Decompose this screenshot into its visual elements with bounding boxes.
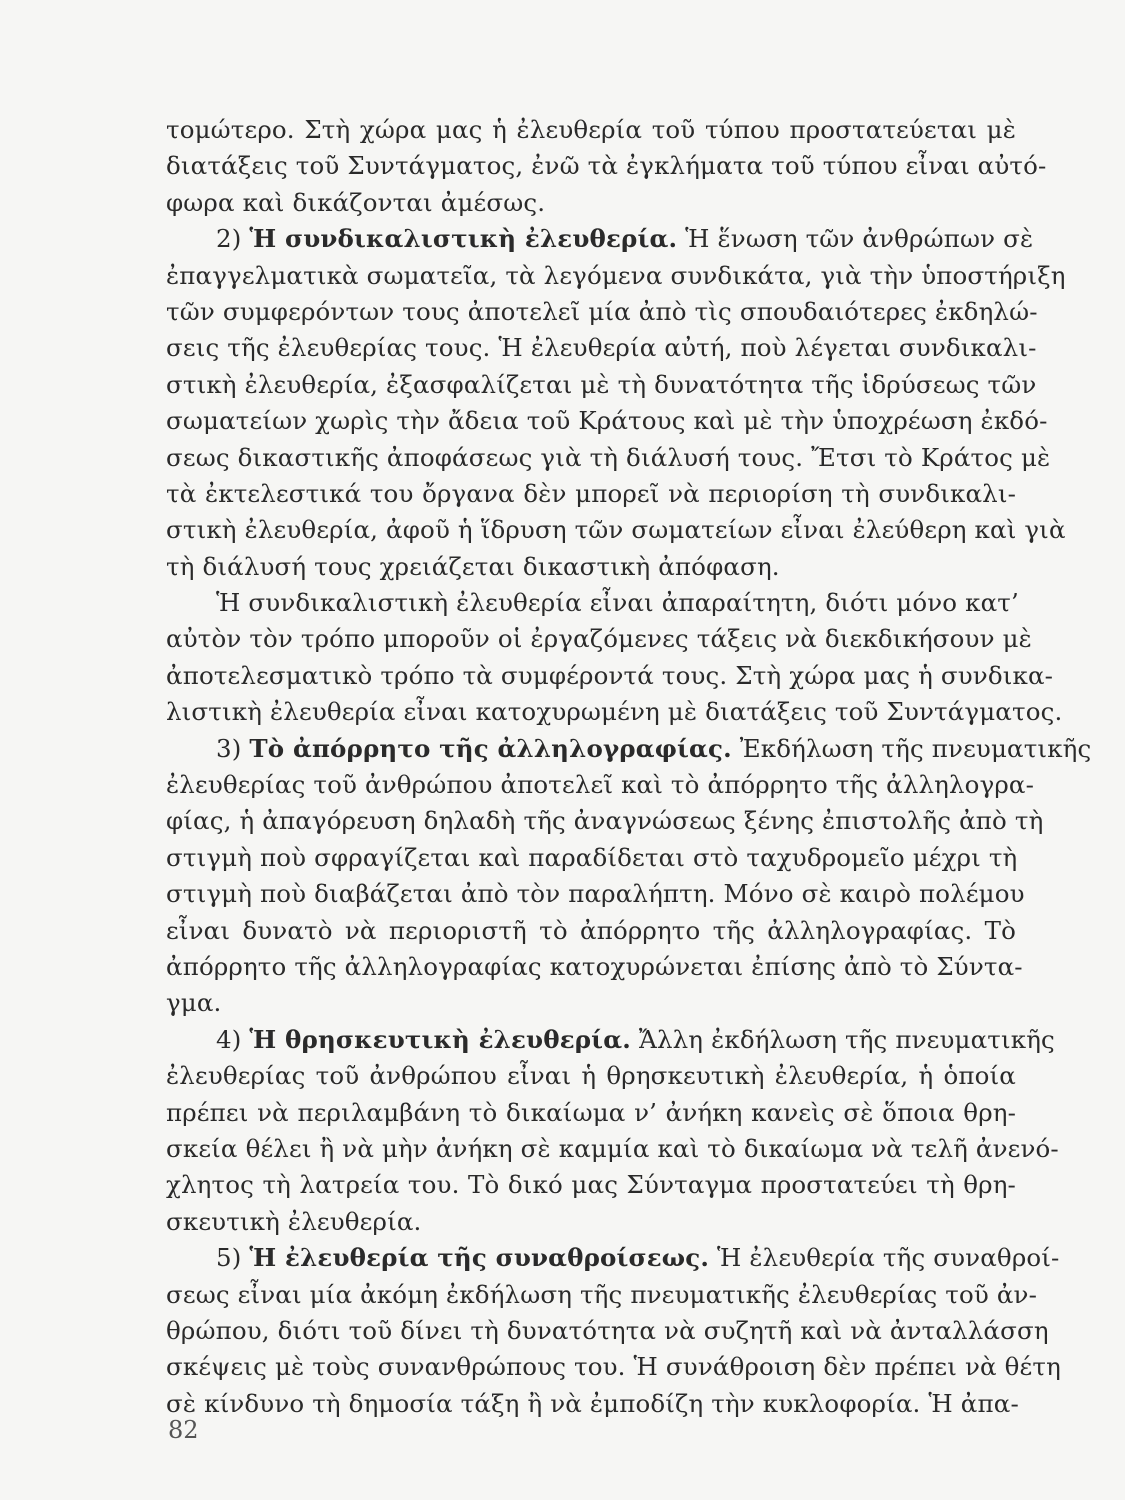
page-number: 82 [168,1416,199,1444]
text-line: σὲ κίνδυνο τὴ δημοσία τάξη ἢ νὰ ἐμποδίζη τὴν κυκλοφορία. Ἡ ἀπα- [166,1388,1019,1418]
section-heading: Τὸ ἀπόρρητο τῆς ἀλληλογραφίας. [249,733,732,763]
text-line: τὴ διάλυσή τους χρειάζεται δικαστικὴ ἀπόφαση. [166,551,780,581]
text-line: λιστικὴ ἐλευθερία εἶναι κατοχυρωμένη μὲ διατάξεις τοῦ Συντάγματος. [166,697,1063,727]
item-number: 5) [216,1243,250,1273]
line-text: Ἡ ἕνωση τῶν ἀνθρώπων σὲ [677,224,1034,254]
text-line: σκεία θέλει ἢ νὰ μὴν ἀνήκη σὲ καμμία καὶ τὸ δικαίωμα νὰ τελῆ ἀνενό- [166,1133,1059,1163]
text-line: σεως δικαστικῆς ἀποφάσεως γιὰ τὴ διάλυσή τους. Ἔτσι τὸ Κράτος μὲ [166,442,1051,472]
line-text: Ἡ ἐλευθερία τῆς συναθροί- [709,1243,1060,1273]
text-line [166,1240,1060,1276]
text-line: διατάξεις τοῦ Συντάγματος, ἐνῶ τὰ ἐγκλήματα τοῦ τύπου εἶναι αὐτό- [166,151,1047,181]
text-line: σωματείων χωρὶς τὴν ἄδεια τοῦ Κράτους καὶ μὲ τὴν ὑποχρέωση ἐκδό- [166,406,1048,436]
text-line: φωρα καὶ δικάζονται ἀμέσως. [166,187,546,217]
text-line: θρώπου, διότι τοῦ δίνει τὴ δυνατότητα νὰ συζητῆ καὶ νὰ ἀνταλλάσση [166,1315,1049,1345]
item-number: 2) [216,224,250,254]
text-line: ἐλευθερίας τοῦ ἀνθρώπου εἶναι ἡ θρησκευτικὴ ἐλευθερία, ἡ ὁποία [166,1061,1016,1091]
text-line [166,1022,1055,1058]
line-text: Ἄλλη ἐκδήλωση τῆς πνευματικῆς [630,1024,1055,1054]
text-line: εἶναι δυνατὸ νὰ περιοριστῆ τὸ ἀπόρρητο τῆς ἀλληλογραφίας. Τὸ [166,915,1016,945]
text-line [166,221,1034,257]
line-text: Ἐκδήλωση τῆς πνευματικῆς [731,733,1092,763]
section-heading: Ἡ θρησκευτικὴ ἐλευθερία. [249,1024,631,1054]
text-line: στιγμὴ ποὺ σφραγίζεται καὶ παραδίδεται στὸ ταχυδρομεῖο μέχρι τὴ [166,842,1018,872]
body-text [166,112,1092,1422]
text-line: τομώτερο. Στὴ χώρα μας ἡ ἐλευθερία τοῦ τύπου προστατεύεται μὲ [166,115,1016,144]
text-line: πρέπει νὰ περιλαμβάνη τὸ δικαίωμα ν’ ἀνήκη κανεὶς σὲ ὅποια θρη- [166,1097,1016,1127]
section-heading: Ἡ ἐλευθερία τῆς συναθροίσεως. [249,1243,710,1273]
text-line: σεις τῆς ἐλευθερίας τους. Ἡ ἐλευθερία αὐτή, ποὺ λέγεται συνδικαλι- [166,333,1037,363]
text-line [166,731,1092,767]
section-heading: Ἡ συνδικαλιστικὴ ἐλευθερία. [249,224,678,254]
text-line: γμα. [166,988,222,1018]
text-line: σκέψεις μὲ τοὺς συνανθρώπους του. Ἡ συνάθροιση δὲν πρέπει νὰ θέτη [166,1352,1061,1382]
text-line: σεως εἶναι μία ἀκόμη ἐκδήλωση τῆς πνευματικῆς ἐλευθερίας τοῦ ἀν- [166,1279,1037,1309]
text-line: τῶν συμφερόντων τους ἀποτελεῖ μία ἀπὸ τὶς σπουδαιότερες ἐκδηλώ- [166,296,1038,326]
text-line: ἐλευθερίας τοῦ ἀνθρώπου ἀποτελεῖ καὶ τὸ ἀπόρρητο τῆς ἀλληλογρα- [166,770,1035,800]
text-line: στιγμὴ ποὺ διαβάζεται ἀπὸ τὸν παραλήπτη. Μόνο σὲ καιρὸ πολέμου [166,879,1025,909]
item-number: 3) [216,733,250,763]
text-line: στικὴ ἐλευθερία, ἀφοῦ ἡ ἵδρυση τῶν σωματείων εἶναι ἐλεύθερη καὶ γιὰ [166,515,1066,545]
text-line: αὐτὸν τὸν τρόπο μποροῦν οἱ ἐργαζόμενες τάξεις νὰ διεκδικήσουν μὲ [166,624,1032,654]
text-line: φίας, ἡ ἀπαγόρευση δηλαδὴ τῆς ἀναγνώσεως ξένης ἐπιστολῆς ἀπὸ τὴ [166,806,1044,836]
text-line: στικὴ ἐλευθερία, ἐξασφαλίζεται μὲ τὴ δυνατότητα τῆς ἱδρύσεως τῶν [166,369,1037,399]
text-line: ἀποτελεσματικὸ τρόπο τὰ συμφέροντά τους. Στὴ χώρα μας ἡ συνδικα- [166,660,1054,690]
text-line: τὰ ἐκτελεστικά του ὄργανα δὲν μπορεῖ νὰ περιορίση τὴ συνδικαλι- [166,478,1016,508]
text-line: ἀπόρρητο τῆς ἀλληλογραφίας κατοχυρώνεται ἐπίσης ἀπὸ τὸ Σύντα- [166,951,1023,981]
text-line: σκευτικὴ ἐλευθερία. [166,1206,422,1236]
text-line: Ἡ συνδικαλιστικὴ ἐλευθερία εἶναι ἀπαραίτητη, διότι μόνο κατ’ [216,588,1019,618]
text-line: χλητος τὴ λατρεία του. Τὸ δικό μας Σύνταγμα προστατεύει τὴ θρη- [166,1170,1016,1200]
item-number: 4) [216,1024,250,1054]
text-line: ἐπαγγελματικὰ σωματεῖα, τὰ λεγόμενα συνδικάτα, γιὰ τὴν ὑποστήριξη [166,260,1066,290]
